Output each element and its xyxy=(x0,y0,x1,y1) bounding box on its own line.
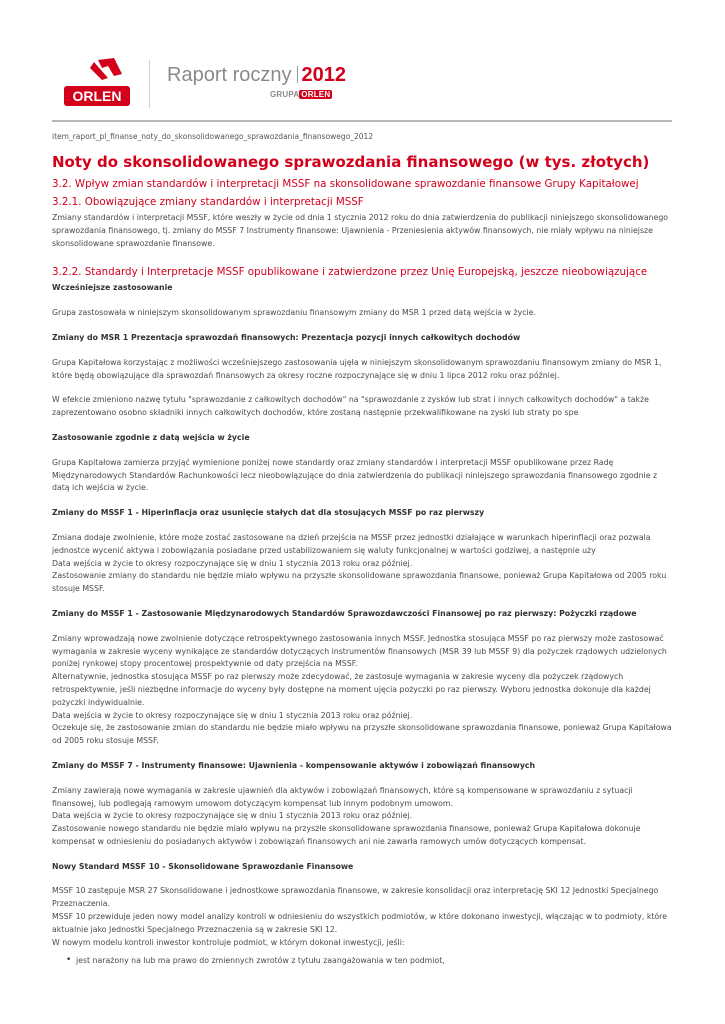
page-title: Noty do skonsolidowanego sprawozdania finansowego (w tys. złotych) xyxy=(52,153,650,171)
document-body xyxy=(52,153,674,968)
paragraph: Oczekuje się, że zastosowanie zmian do standardu nie będzie miało wpływu na przyszłe skonsolidowane sprawozdania finansowe, ponieważ Grupa Kapitałowa od 2005 roku stosuje MSSF. xyxy=(52,723,672,746)
report-year: 2012 xyxy=(301,64,346,86)
paragraph: Grupa Kapitałowa zamierza przyjąć wymienione poniżej nowe standardy oraz zmiany standardów i interpretacji MSSF opublikowane przez Radę Międzynarodowych Standardów Rachunkowości lecz nieobowiązujące do dnia zatwierdzenia do publikacji niniejszego sprawozdania finansowego zgodnie z datą ich wejścia w życie. xyxy=(52,457,658,493)
paragraph: Zmiany standardów i interpretacji MSSF, które weszły w życie od dnia 1 stycznia 2012 roku do dnia zatwierdzenia do publikacji niniejszego skonsolidowanego sprawozdania finansowego, tj. zmiany do MSSF 7 Instrumenty finansowe: Ujawnienia - Przeniesienia aktywów finansowych, nie miały wpływu na niniejsze skonsolidowane sprawozdanie finansowe. xyxy=(52,213,669,248)
subheading-early-adoption: Wcześniejsze zastosowanie xyxy=(52,283,173,293)
paragraph: W efekcie zmieniono nazwę tytułu "sprawozdanie z całkowitych dochodów" na "sprawozdanie z zysków lub strat i innych całkowitych dochodów" a także zaprezentowano osobno składniki innych całkowitych dochodów, które zostaną następnie przekwalifikowane na zyski lub straty po spe xyxy=(52,395,649,418)
report-header xyxy=(0,0,725,120)
section-heading-3-2-2: 3.2.2. Standardy i Interpretacje MSSF opublikowane i zatwierdzone przez Unię Europejską, jeszcze nieobowiązujące xyxy=(52,266,648,279)
subheading-mssf1-hyperinflation: Zmiany do MSSF 1 - Hiperinflacja oraz usunięcie stałych dat dla stosujących MSSF po raz pierwszy xyxy=(52,508,485,518)
title-divider xyxy=(297,66,298,83)
paragraph: W nowym modelu kontroli inwestor kontroluje podmiot, w którym dokonał inwestycji, jeśli: xyxy=(52,937,405,947)
subheading-msr1: Zmiany do MSR 1 Prezentacja sprawozdań finansowych: Prezentacja pozycji innych całkowitych dochodów xyxy=(52,332,521,342)
paragraph: Grupa Kapitałowa korzystając z możliwości wcześniejszego zastosowania ujęła w niniejszym skonsolidowanym sprawozdaniu finansowym zmiany do MSR 1, które będą obowiązujące dla sprawozdań finansowych za okresy roczne rozpoczynające się w dniu 1 lipca 2012 roku oraz później. xyxy=(52,357,662,380)
file-identifier: item_raport_pl_finanse_noty_do_skonsolidowanego_sprawozdania_finansowego_2012 xyxy=(52,132,374,141)
orlen-logo xyxy=(64,56,130,108)
paragraph: MSSF 10 przewiduje jeden nowy model analizy kontroli w odniesieniu do wszystkich podmiotów, w które dokonano inwestycji, włączając w to podmioty, które aktualnie jako Jednostki Specjalnego Przeznaczenia są w zakresie SKI 12. xyxy=(52,912,667,934)
paragraph: Grupa zastosowała w niniejszym skonsolidowanym sprawozdaniu finansowym zmiany do MSR 1 przed datą wejścia w życie. xyxy=(52,308,536,318)
report-title xyxy=(167,64,346,87)
grupa-text: GRUPA xyxy=(270,90,300,99)
list-item: • jest narażony na lub ma prawo do zmiennych zwrotów z tytułu zaangażowania w ten podmiot, xyxy=(76,955,674,968)
paragraph: Data wejścia w życie to okresy rozpoczynające się w dniu 1 stycznia 2013 roku oraz później. xyxy=(52,558,413,568)
paragraph: Zmiany zawierają nowe wymagania w zakresie ujawnień dla aktywów i zobowiązań finansowych, które są kompensowane w sprawozdaniu z sytuacji finansowej, lub podlegają ramowym umowom dotyczącym kompensat lub innym podobnym umowom. xyxy=(52,785,633,808)
paragraph: Zastosowanie zmiany do standardu nie będzie miało wpływu na przyszłe skonsolidowane sprawozdania finansowe, ponieważ Grupa Kapitałowa od 2005 roku stosuje MSSF. xyxy=(52,571,667,594)
paragraph: MSSF 10 zastępuje MSR 27 Skonsolidowane i jednostkowe sprawozdania finansowe, w zakresie konsolidacji oraz interpretację SKI 12 Jednostki Specjalnego Przeznaczenia. xyxy=(52,886,659,909)
section-heading-3-2: 3.2. Wpływ zmian standardów i interpretacji MSSF na skonsolidowane sprawozdanie finansowe Grupy Kapitałowej xyxy=(52,178,639,190)
header-divider xyxy=(149,60,150,108)
paragraph: Data wejścia w życie to okresy rozpoczynające się w dniu 1 stycznia 2013 roku oraz później. xyxy=(52,710,413,720)
paragraph: Alternatywnie, jednostka stosująca MSSF po raz pierwszy może zdecydować, że zastosuje wymagania w zakresie wyceny dla pożyczek rządowych retrospektywnie, jeśli niezbędne informacje do wyceny były dostępne na moment ujęcia pożyczki po raz pierwszy. Wyboru jednostka dokonuje dla każdej pożyczki indywidualnie. xyxy=(52,672,651,707)
subheading-mssf10: Nowy Standard MSSF 10 - Skonsolidowane Sprawozdanie Finansowe xyxy=(52,861,354,871)
subheading-compliant-adoption: Zastosowanie zgodnie z datą wejścia w życie xyxy=(52,432,250,442)
grupa-brand-badge: ORLEN xyxy=(301,90,331,99)
paragraph: Zmiany wprowadzają nowe zwolnienie dotyczące retrospektywnego zastosowania innych MSSF. Jednostka stosująca MSSF po raz pierwszy może zastosować wymagania w zakresie wyceny wynikające ze standardów dotyczących instrumentów finansowych (MSR 39 lub MSSF 9) dla pożyczek rządowych udzielonych poniżej rynkowej stopy procentowej prospektywnie od daty przejścia na MSSF. xyxy=(52,633,667,669)
report-title-text: Raport roczny xyxy=(167,64,292,86)
header-rule xyxy=(52,120,672,122)
grupa-orlen-label xyxy=(270,90,332,99)
paragraph: Zastosowanie nowego standardu nie będzie miało wpływu na przyszłe skonsolidowane sprawozdania finansowe, ponieważ Grupa Kapitałowa dokonuje kompensat w odniesieniu do posiadanych aktywów i zobowiązań finansowych ani nie zawarła ramowych umów dotyczących kompensat. xyxy=(52,824,641,846)
subheading-mssf7: Zmiany do MSSF 7 - Instrumenty finansowe: Ujawnienia - kompensowanie aktywów i zobowiązań finansowych xyxy=(52,760,536,770)
bullet-list xyxy=(52,955,674,968)
paragraph: Data wejścia w życie to okresy rozpoczynające się w dniu 1 stycznia 2013 roku oraz później. xyxy=(52,811,413,821)
eagle-icon xyxy=(90,58,122,80)
subheading-mssf1-loans: Zmiany do MSSF 1 - Zastosowanie Międzynarodowych Standardów Sprawozdawczości Finansowej po raz pierwszy: Pożyczki rządowe xyxy=(52,608,637,618)
paragraph: Zmiana dodaje zwolnienie, które może zostać zastosowane na dzień przejścia na MSSF przez jednostki działające w warunkach hiperinflacji oraz pozwala jednostce wycenić aktywa i zobowiązania posiadane przed ustabilizowaniem się waluty funkcjonalnej w wartości godziwej, a następnie uży xyxy=(52,532,651,555)
logo-text: ORLEN xyxy=(72,88,122,104)
section-heading-3-2-1: 3.2.1. Obowiązujące zmiany standardów i interpretacji MSSF xyxy=(52,196,364,208)
